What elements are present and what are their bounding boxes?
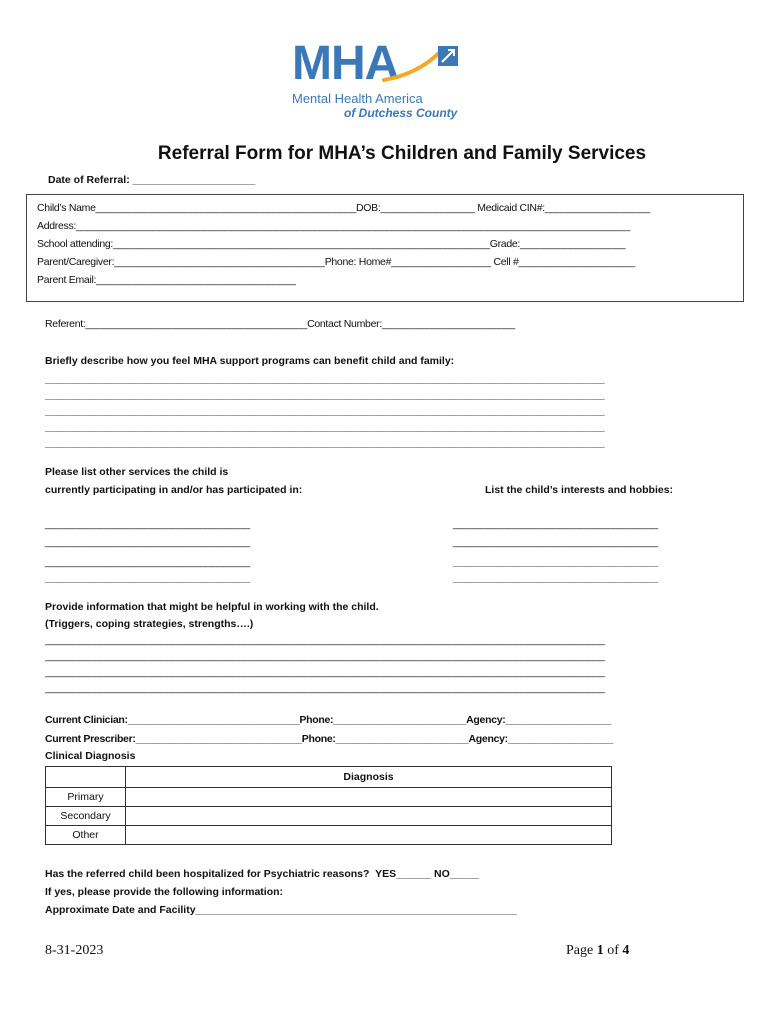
logo-swoosh-icon <box>288 37 468 92</box>
logo-line2: of Dutchess County <box>344 106 458 120</box>
page-num: 1 <box>596 943 604 958</box>
table-corner-cell <box>46 767 126 788</box>
services-line[interactable]: _____________________________________ <box>45 572 250 584</box>
interests-line[interactable]: _____________________________________ <box>453 556 658 568</box>
interests-line[interactable]: _____________________________________ <box>453 536 658 548</box>
diagnosis-table <box>45 766 612 845</box>
table-row <box>46 807 612 826</box>
footer-page-number <box>566 943 629 959</box>
secondary-diagnosis-input[interactable] <box>126 807 612 826</box>
footer-date: 8-31-2023 <box>45 943 104 958</box>
other-diagnosis-input[interactable] <box>126 826 612 845</box>
page-of: of <box>603 943 623 958</box>
referent-contact-field[interactable]: Referent:________________________________________Contact Number:________________________ <box>45 318 515 330</box>
benefit-line[interactable]: _____________________________________________________________________________________________________ <box>45 421 605 433</box>
helpful-line[interactable]: _____________________________________________________________________________________________________ <box>45 682 605 694</box>
date-of-referral-field[interactable]: Date of Referral: _____________________ <box>48 174 256 186</box>
row-label-primary: Primary <box>46 788 126 807</box>
logo-mark: MHA <box>292 37 399 90</box>
approx-date-facility-field[interactable]: Approximate Date and Facility_______________________________________________________ <box>45 904 517 916</box>
services-prompt-line1: Please list other services the child is <box>45 466 229 478</box>
services-line[interactable]: _____________________________________ <box>45 536 250 548</box>
page-prefix: Page <box>566 943 597 958</box>
helpful-prompt-line2: (Triggers, coping strategies, strengths….) <box>45 618 254 630</box>
table-row <box>46 826 612 845</box>
interests-line[interactable]: _____________________________________ <box>453 518 658 530</box>
benefit-prompt: Briefly describe how you feel MHA support programs can benefit child and family: <box>45 355 455 367</box>
logo-line1: Mental Health America <box>292 91 423 106</box>
parent-email-field[interactable]: Parent Email:____________________________________ <box>37 274 296 286</box>
interests-prompt: List the child’s interests and hobbies: <box>485 484 674 496</box>
current-prescriber-field[interactable]: Current Prescriber:______________________________Phone:________________________Agency:___________________ <box>45 733 614 745</box>
services-line[interactable]: _____________________________________ <box>45 518 250 530</box>
child-name-dob-cin-field[interactable]: Child’s Name_______________________________________________DOB:_________________ Medicaid CIN#:___________________ <box>37 202 651 214</box>
hospitalized-question[interactable]: Has the referred child been hospitalized for Psychiatric reasons? YES______ NO_____ <box>45 868 479 880</box>
table-header-row <box>46 767 612 788</box>
table-row <box>46 788 612 807</box>
helpful-line[interactable]: _____________________________________________________________________________________________________ <box>45 634 605 646</box>
benefit-line[interactable]: _____________________________________________________________________________________________________ <box>45 373 605 385</box>
benefit-line[interactable]: _____________________________________________________________________________________________________ <box>45 389 605 401</box>
helpful-line[interactable]: _____________________________________________________________________________________________________ <box>45 666 605 678</box>
services-prompt-line2: currently participating in and/or has participated in: <box>45 484 303 496</box>
row-label-secondary: Secondary <box>46 807 126 826</box>
page-total: 4 <box>622 943 630 958</box>
benefit-line[interactable]: _____________________________________________________________________________________________________ <box>45 405 605 417</box>
helpful-prompt-line1: Provide information that might be helpful in working with the child. <box>45 601 379 613</box>
address-field[interactable]: Address:____________________________________________________________________________________________________ <box>37 220 630 232</box>
current-clinician-field[interactable]: Current Clinician:_______________________________Phone:________________________Agency:___________________ <box>45 714 611 726</box>
primary-diagnosis-input[interactable] <box>126 788 612 807</box>
clinical-diagnosis-label: Clinical Diagnosis <box>45 750 136 762</box>
if-yes-prompt: If yes, please provide the following information: <box>45 886 284 898</box>
parent-phone-field[interactable]: Parent/Caregiver:______________________________________Phone: Home#__________________ Cell #_____________________ <box>37 256 635 268</box>
helpful-line[interactable]: _____________________________________________________________________________________________________ <box>45 650 605 662</box>
services-line[interactable]: _____________________________________ <box>45 556 250 568</box>
interests-line[interactable]: _____________________________________ <box>453 572 658 584</box>
school-grade-field[interactable]: School attending:____________________________________________________________________Grade:___________________ <box>37 238 626 250</box>
page-title: Referral Form for MHA’s Children and Family Services <box>157 143 647 164</box>
mha-logo <box>288 37 468 128</box>
row-label-other: Other <box>46 826 126 845</box>
benefit-line[interactable]: _____________________________________________________________________________________________________ <box>45 437 605 449</box>
diagnosis-header: Diagnosis <box>126 767 612 788</box>
